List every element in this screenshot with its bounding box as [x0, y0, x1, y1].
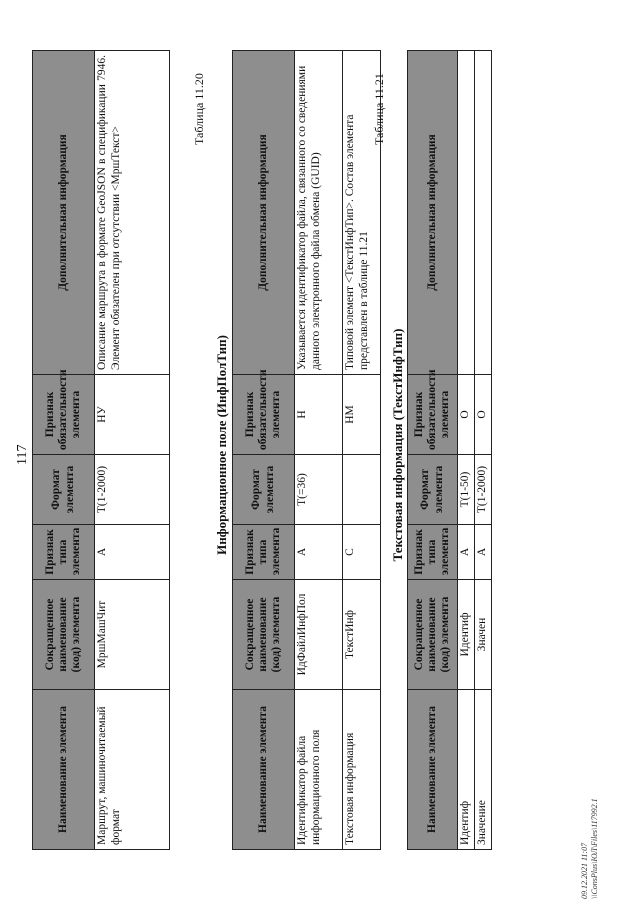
- table-row: [95, 51, 170, 850]
- footer-date: 09.12.2021 11:07: [580, 842, 589, 899]
- cell-info: Описание маршрута в формате GeoJSON в спецификации 7946. Элемент обязателен при отсутствии <МршТекст>: [95, 51, 170, 375]
- footer-path: \\ConsPlus\ЮЛ\Files\117992.1: [590, 798, 599, 899]
- header-name: Наименование элемента: [233, 690, 295, 850]
- header-info: Дополнительная информация: [33, 51, 95, 375]
- cell-format: T(1-50): [458, 455, 475, 525]
- header-required: Признак обязательности элемента: [33, 375, 95, 455]
- cell-code: ИдФайлИнфПол: [295, 580, 343, 690]
- header-type: Признак типа элемента: [33, 525, 95, 580]
- table-title-11-20: Информационное поле (ИнфПолТип): [214, 335, 229, 555]
- table-row: [458, 51, 475, 850]
- cell-name: Маршрут, машиночитаемый формат: [95, 690, 170, 850]
- cell-format: [343, 455, 381, 525]
- table-caption-11-21: Таблица 11.21: [372, 73, 386, 145]
- table-11-20-header-row: [233, 51, 295, 850]
- table-11-21: [407, 50, 492, 850]
- cell-info: Указывается идентификатор файла, связанного со сведениями данного электронного файла обмена (GUID): [295, 51, 343, 375]
- table-caption-11-20: Таблица 11.20: [192, 73, 206, 145]
- cell-format: T(1-2000): [95, 455, 170, 525]
- cell-format: T(1-2000): [474, 455, 491, 525]
- page-number: 117: [15, 444, 30, 465]
- cell-type: А: [295, 525, 343, 580]
- header-name: Наименование элемента: [33, 690, 95, 850]
- header-required: Признак обязательности элемента: [408, 375, 458, 455]
- header-code: Сокращенное наименование (код) элемента: [408, 580, 458, 690]
- cell-name: Значение: [474, 690, 491, 850]
- cell-code: ТекстИнф: [343, 580, 381, 690]
- table-top-header-row: [33, 51, 95, 850]
- footer-stamp: [580, 798, 600, 899]
- table-row: [295, 51, 343, 850]
- cell-type: А: [458, 525, 475, 580]
- cell-code: Значен: [474, 580, 491, 690]
- cell-name: Идентиф: [458, 690, 475, 850]
- cell-required: НМ: [343, 375, 381, 455]
- table-title-11-21: Текстовая информация (ТекстИнфТип): [390, 328, 405, 562]
- header-format: Формат элемента: [33, 455, 95, 525]
- cell-type: С: [343, 525, 381, 580]
- header-info: Дополнительная информация: [408, 51, 458, 375]
- cell-required: Н: [295, 375, 343, 455]
- cell-info: [458, 51, 475, 375]
- table-11-21-header-row: [408, 51, 458, 850]
- header-code: Сокращенное наименование (код) элемента: [233, 580, 295, 690]
- cell-required: О: [458, 375, 475, 455]
- cell-name: Идентификатор файла информационного поля: [295, 690, 343, 850]
- cell-required: О: [474, 375, 491, 455]
- cell-type: А: [474, 525, 491, 580]
- header-required: Признак обязательности элемента: [233, 375, 295, 455]
- cell-type: А: [95, 525, 170, 580]
- header-type: Признак типа элемента: [408, 525, 458, 580]
- header-format: Формат элемента: [408, 455, 458, 525]
- cell-required: НУ: [95, 375, 170, 455]
- cell-name: Текстовая информация: [343, 690, 381, 850]
- cell-format: T(=36): [295, 455, 343, 525]
- header-format: Формат элемента: [233, 455, 295, 525]
- header-type: Признак типа элемента: [233, 525, 295, 580]
- cell-code: Идентиф: [458, 580, 475, 690]
- cell-code: МршМашЧит: [95, 580, 170, 690]
- header-name: Наименование элемента: [408, 690, 458, 850]
- cell-info: [474, 51, 491, 375]
- header-code: Сокращенное наименование (код) элемента: [33, 580, 95, 690]
- table-row: [474, 51, 491, 850]
- table-top: [32, 50, 170, 850]
- table-11-20: [232, 50, 381, 850]
- table-row: [343, 51, 381, 850]
- header-info: Дополнительная информация: [233, 51, 295, 375]
- cell-info: Типовой элемент <ТекстИнфТип>. Состав элемента представлен в таблице 11.21: [343, 51, 381, 375]
